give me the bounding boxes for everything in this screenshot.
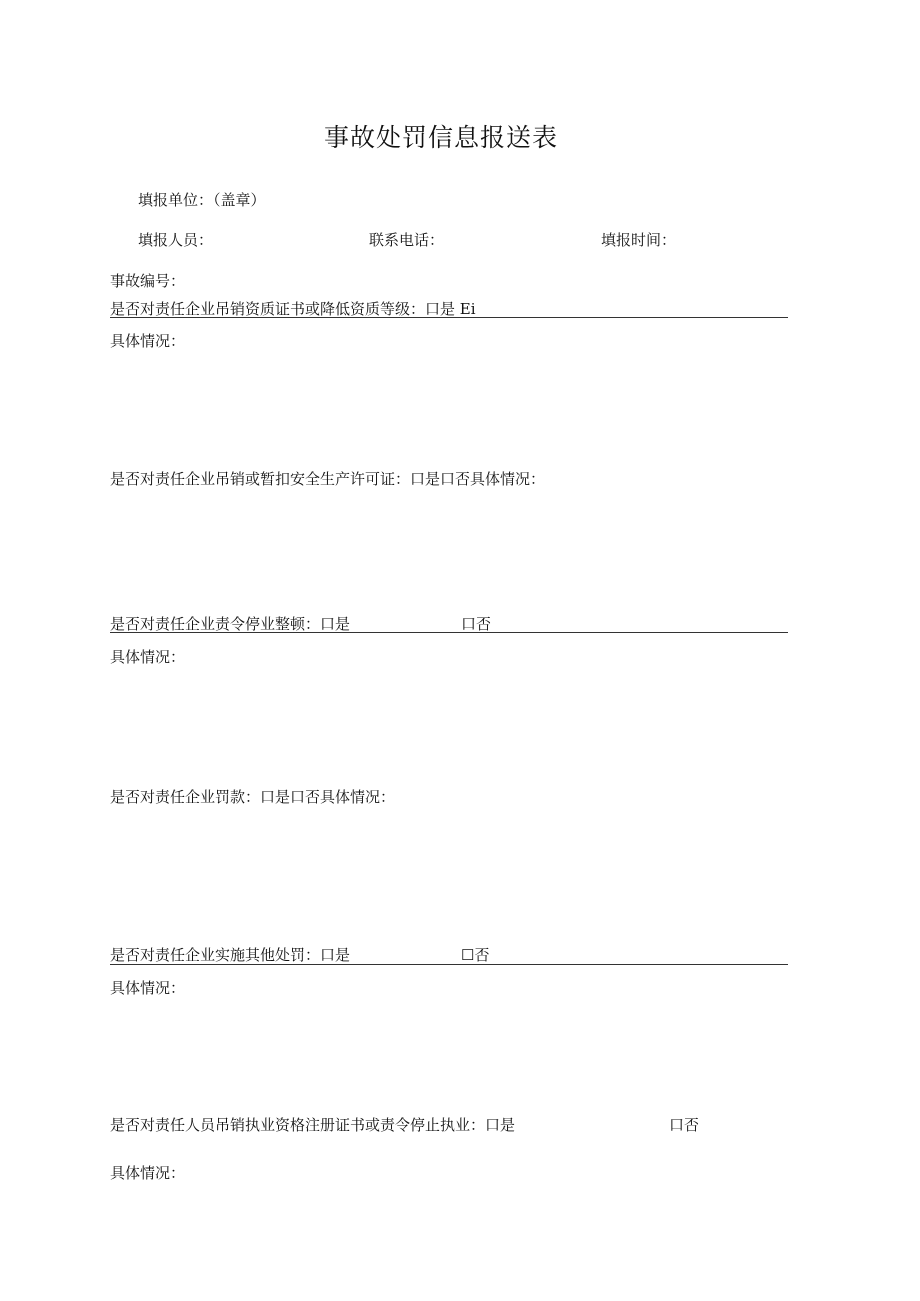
detail-label: 具体情况： [110,1164,186,1182]
detail-label: 具体情况： [110,979,186,997]
detail-label: 具体情况： [110,332,186,350]
option-no: 口否 [461,615,492,633]
reporting-unit-label: 填报单位：（盖章） [138,191,266,209]
divider-line [110,632,788,633]
question-safety-license: 是否对责任企业吊销或暂扣安全生产许可证：口是口否具体情况： [110,470,546,488]
detail-label: 具体情况： [110,648,186,666]
phone-label: 联系电话： [369,231,445,249]
reporter-label: 填报人员： [138,231,214,249]
question-fine: 是否对责任企业罚款：口是口否具体情况： [110,788,396,806]
divider-line [110,964,788,965]
question-other-penalty: 是否对责任企业实施其他处罚：口是 [110,946,351,964]
report-time-label: 填报时间： [601,231,677,249]
question-revoke-qualification: 是否对责任企业吊销资质证书或降低资质等级：口是 Ei [110,300,476,318]
question-suspend-business: 是否对责任企业责令停业整顿：口是 [110,615,351,633]
question-revoke-personnel-certificate: 是否对责任人员吊销执业资格注册证书或责令停止执业：口是 [110,1116,516,1134]
divider-line [110,317,788,318]
form-title: 事故处罚信息报送表 [324,123,559,152]
accident-number-label: 事故编号： [110,272,186,290]
option-no: 口否 [669,1116,700,1134]
option-no: ☐否 [461,946,490,964]
